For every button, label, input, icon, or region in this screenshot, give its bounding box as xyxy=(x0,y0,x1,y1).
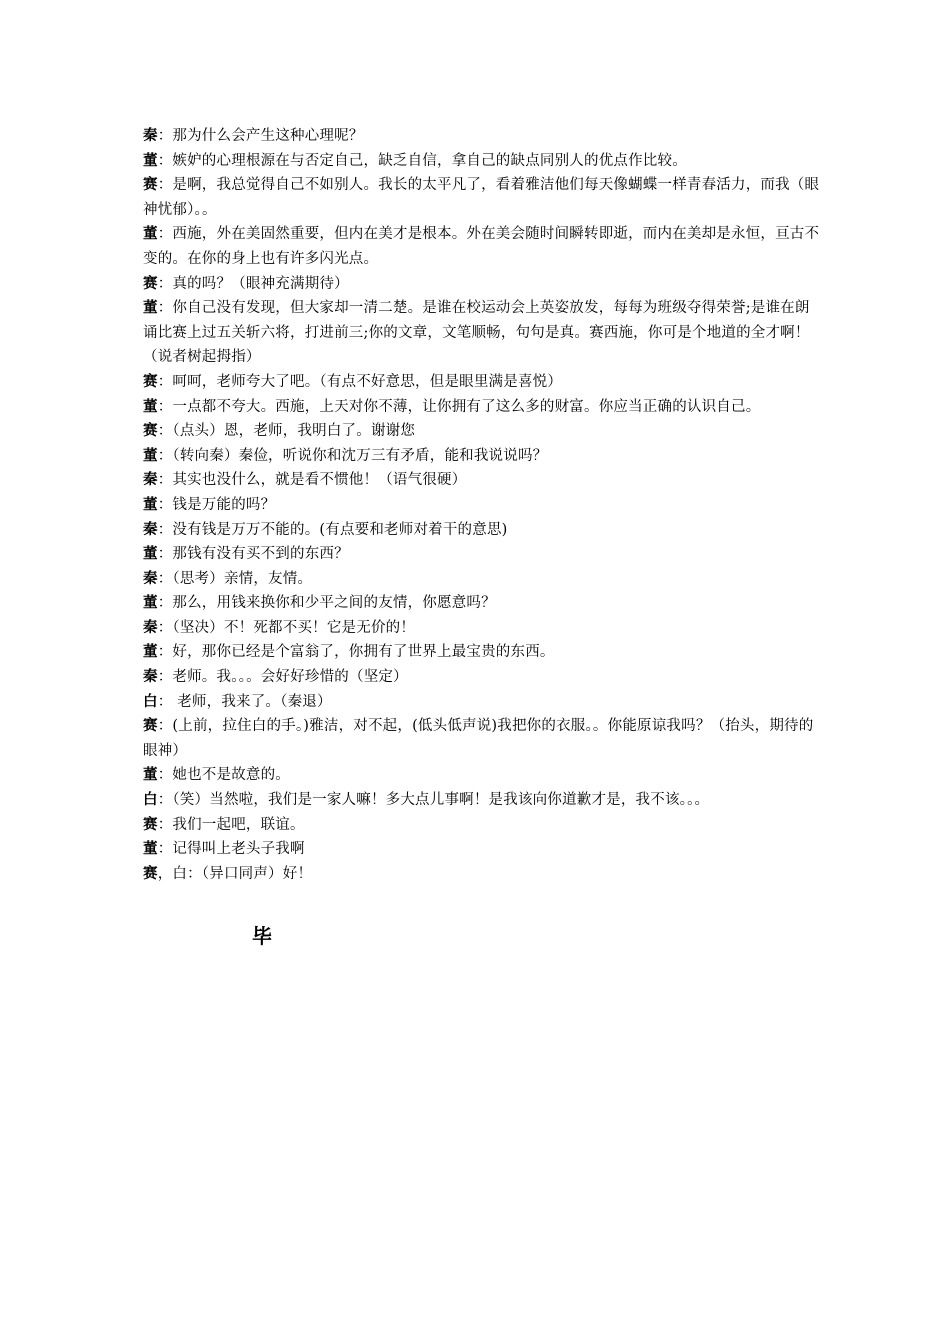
speaker-separator: ： xyxy=(157,300,173,317)
dialogue-line xyxy=(143,837,823,862)
dialogue-text: 白：（异口同声）好！ xyxy=(172,865,313,882)
speaker-name: 赛 xyxy=(143,176,158,194)
speaker-separator: ： xyxy=(157,644,173,661)
dialogue-text: 其实也没什么，就是看不惯他！（语气很硬） xyxy=(172,472,467,489)
dialogue-text: 钱是万能的吗？ xyxy=(172,496,276,513)
dialogue-text: 嫉妒的心理根源在与否定自己，缺乏自信，拿自己的缺点同别人的优点作比较。 xyxy=(172,152,687,169)
dialogue-line xyxy=(143,862,823,887)
speaker-separator: ： xyxy=(157,177,173,194)
dialogue-text: 那为什么会产生这种心理呢？ xyxy=(172,128,364,144)
speaker-name: 董 xyxy=(143,495,158,513)
dialogue-text: 老师。我。。。会好好珍惜的（坚定） xyxy=(172,669,408,686)
dialogue-text: 真的吗？（眼神充满期待） xyxy=(172,275,349,292)
speaker-name: 董 xyxy=(143,840,158,858)
speaker-separator: ： xyxy=(157,693,173,710)
dialogue-line xyxy=(143,222,823,271)
speaker-name: 赛 xyxy=(143,372,158,390)
dialogue-text: 老师，我来了。（秦退） xyxy=(172,693,332,710)
dialogue-text: 西施，外在美固然重要，但内在美才是根本。外在美会随时间瞬转即逝，而内在美却是永恒，亘古不变的。在你的身上也有许多闪光点。 xyxy=(143,226,820,267)
speaker-name: 白 xyxy=(143,791,158,809)
speaker-name: 赛 xyxy=(143,274,158,292)
dialogue-script xyxy=(143,124,823,886)
speaker-separator: ： xyxy=(157,275,173,292)
dialogue-line xyxy=(143,518,823,543)
speaker-name: 赛 xyxy=(143,717,158,735)
dialogue-line xyxy=(143,296,823,370)
speaker-separator: ： xyxy=(157,447,173,464)
speaker-name: 董 xyxy=(143,397,158,415)
speaker-name: 白 xyxy=(143,692,158,710)
speaker-name: 董 xyxy=(143,299,158,317)
speaker-separator: ： xyxy=(157,152,173,169)
speaker-separator: ： xyxy=(157,521,173,538)
dialogue-text: 你自己没有发现，但大家却一清二楚。是谁在校运动会上英姿放发，每每为班级夺得荣誉;是谁在朗诵比赛上过五关斩六将，打进前三;你的文章，文笔顺畅，句句是真。赛西施，你可是个地道的全才啊！（说者树起拇指） xyxy=(143,300,810,366)
dialogue-text: 好，那你已经是个富翁了，你拥有了世界上最宝贵的东西。 xyxy=(172,644,555,661)
dialogue-text: 她也不是故意的。 xyxy=(172,767,291,784)
dialogue-text: 没有钱是万万不能的。(有点要和老师对着干的意思) xyxy=(172,521,508,538)
end-mark: 毕 xyxy=(252,924,272,948)
speaker-separator: ： xyxy=(157,841,173,858)
dialogue-line xyxy=(143,616,823,641)
speaker-separator: ： xyxy=(157,226,173,243)
dialogue-line xyxy=(143,173,823,222)
dialogue-line xyxy=(143,665,823,690)
dialogue-text: 那钱有没有买不到的东西？ xyxy=(172,546,349,563)
speaker-name: 赛 xyxy=(143,422,158,440)
dialogue-line xyxy=(143,444,823,469)
dialogue-line xyxy=(143,714,823,763)
dialogue-line xyxy=(143,788,823,813)
dialogue-text: 记得叫上老头子我啊 xyxy=(172,841,305,858)
dialogue-line xyxy=(143,493,823,518)
dialogue-text: （坚决）不！死都不买！它是无价的！ xyxy=(172,619,416,636)
speaker-separator: ： xyxy=(157,472,173,489)
dialogue-line xyxy=(143,640,823,665)
speaker-name: 秦 xyxy=(143,618,158,636)
dialogue-text: 呵呵，老师夸大了吧。（有点不好意思，但是眼里满是喜悦） xyxy=(172,373,563,390)
speaker-separator: ： xyxy=(157,423,173,440)
speaker-name: 董 xyxy=(143,151,158,169)
speaker-separator: ： xyxy=(157,767,173,784)
dialogue-line xyxy=(143,395,823,420)
speaker-separator: ： xyxy=(157,570,173,587)
dialogue-line xyxy=(143,542,823,567)
speaker-name: 董 xyxy=(143,545,158,563)
dialogue-text: 一点都不夸大。西施，上天对你不薄，让你拥有了这么多的财富。你应当正确的认识自己。 xyxy=(172,398,761,415)
dialogue-text: 是啊，我总觉得自己不如别人。我长的太平凡了，看着雅洁他们每天像蝴蝶一样青春活力，而我（眼神忧郁）。。 xyxy=(143,177,820,218)
speaker-separator: ： xyxy=(157,816,173,833)
dialogue-line xyxy=(143,419,823,444)
dialogue-line xyxy=(143,149,823,174)
speaker-name: 董 xyxy=(143,594,158,612)
speaker-name: 赛 xyxy=(143,815,158,833)
speaker-separator: ： xyxy=(157,496,173,513)
speaker-separator: ： xyxy=(157,792,173,809)
dialogue-line xyxy=(143,370,823,395)
dialogue-text: （思考）亲情，友情。 xyxy=(172,570,313,587)
speaker-name: 秦 xyxy=(143,127,158,144)
speaker-separator: ： xyxy=(157,619,173,636)
dialogue-line xyxy=(143,567,823,592)
speaker-name: 秦 xyxy=(143,471,158,489)
dialogue-line xyxy=(143,272,823,297)
speaker-separator: ， xyxy=(157,865,173,882)
speaker-separator: ： xyxy=(157,718,173,735)
dialogue-text: (上前，拉住白的手。)雅洁，对不起，(低头低声说)我把你的衣服。。你能原谅我吗？（抬头，期待的眼神） xyxy=(143,718,814,759)
dialogue-text: （转向秦）秦俭，听说你和沈万三有矛盾，能和我说说吗？ xyxy=(172,447,548,464)
speaker-separator: ： xyxy=(157,669,173,686)
speaker-separator: ： xyxy=(157,128,173,144)
speaker-name: 秦 xyxy=(143,569,158,587)
speaker-name: 秦 xyxy=(143,668,158,686)
speaker-separator: ： xyxy=(157,546,173,563)
dialogue-text: （笑）当然啦，我们是一家人嘛！多大点儿事啊！是我该向你道歉才是，我不该。。。 xyxy=(172,792,710,809)
dialogue-line xyxy=(143,813,823,838)
speaker-name: 董 xyxy=(143,446,158,464)
speaker-name: 董 xyxy=(143,643,158,661)
speaker-name: 赛 xyxy=(143,864,158,882)
dialogue-text: 那么，用钱来换你和少平之间的友情，你愿意吗？ xyxy=(172,595,496,612)
dialogue-line xyxy=(143,124,823,149)
dialogue-line xyxy=(143,468,823,493)
dialogue-text: 我们一起吧，联谊。 xyxy=(172,816,305,833)
dialogue-line xyxy=(143,690,823,715)
speaker-separator: ： xyxy=(157,373,173,390)
speaker-separator: ： xyxy=(157,595,173,612)
speaker-name: 董 xyxy=(143,225,158,243)
speaker-name: 秦 xyxy=(143,520,158,538)
dialogue-line xyxy=(143,591,823,616)
speaker-separator: ： xyxy=(157,398,173,415)
speaker-name: 董 xyxy=(143,766,158,784)
dialogue-line xyxy=(143,763,823,788)
dialogue-text: （点头）恩，老师，我明白了。谢谢您 xyxy=(172,423,416,440)
